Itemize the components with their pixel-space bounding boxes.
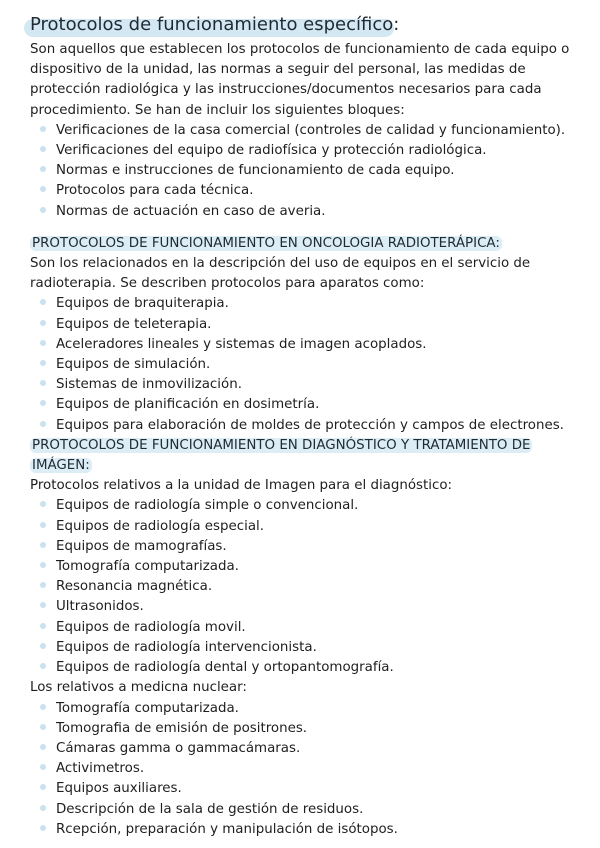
list-item: Equipos de planificación en dosimetría. xyxy=(56,395,590,415)
list-item: Tomografía computarizada. xyxy=(56,557,590,577)
intro-paragraph: Son aquellos que establecen los protocolos de funcionamiento de cada equipo o dispositivo de la unidad, las normas a seguir del personal, las medidas de protección radiológica y las instrucciones/documentos necesarios para cada procedimiento. Se han de incluir los siguientes bloques: xyxy=(30,42,570,118)
list-item: Equipos de radiología simple o convencional. xyxy=(56,496,590,516)
list-item: Normas e instrucciones de funcionamiento de cada equipo. xyxy=(56,161,590,181)
list-item: Equipos auxiliares. xyxy=(56,779,590,799)
list-item: Equipos de teleterapia. xyxy=(56,315,590,335)
list-item: Activimetros. xyxy=(56,759,590,779)
list-item: Resonancia magnética. xyxy=(56,577,590,597)
oncology-paragraph: Son los relacionados en la descripción del uso de equipos en el servicio de radioterapia. Se describen protocolos para aparatos como: xyxy=(30,256,531,292)
list-item: Descripción de la sala de gestión de residuos. xyxy=(56,800,590,820)
list-item: Rcepción, preparación y manipulación de isótopos. xyxy=(56,820,590,840)
list-item: Equipos de radiología intervencionista. xyxy=(56,638,590,658)
section-heading-oncology xyxy=(30,234,590,254)
nuclear-list xyxy=(30,699,590,840)
section-heading-imaging xyxy=(30,436,590,476)
list-item: Equipos de radiología dental y ortopantomografía. xyxy=(56,658,590,678)
list-item: Equipos de mamografías. xyxy=(56,537,590,557)
section-heading-text: PROTOCOLOS DE FUNCIONAMIENTO EN DIAGNÓSTICO Y TRATAMIENTO DE IMÁGEN: xyxy=(32,437,531,474)
nuclear-paragraph: Los relativos a medicna nuclear: xyxy=(30,680,247,696)
list-item: Aceleradores lineales y sistemas de imagen acoplados. xyxy=(56,335,590,355)
list-item: Equipos de radiología especial. xyxy=(56,517,590,537)
intro-list xyxy=(30,121,590,222)
list-item: Verificaciones de la casa comercial (controles de calidad y funcionamiento). xyxy=(56,121,590,141)
list-item: Equipos de radiología movil. xyxy=(56,618,590,638)
list-item: Equipos de simulación. xyxy=(56,355,590,375)
list-item: Equipos para elaboración de moldes de protección y campos de electrones. xyxy=(56,416,590,436)
page-title: Protocolos de funcionamiento específico: xyxy=(30,14,400,35)
title-block xyxy=(30,12,590,38)
section-heading-text: PROTOCOLOS DE FUNCIONAMIENTO EN ONCOLOGIA RADIOTERÁPICA: xyxy=(32,235,500,251)
list-item: Protocolos para cada técnica. xyxy=(56,181,590,201)
oncology-list xyxy=(30,294,590,435)
list-item: Normas de actuación en caso de averia. xyxy=(56,202,590,222)
imaging-paragraph: Protocolos relativos a la unidad de Imagen para el diagnóstico: xyxy=(30,478,453,494)
list-item: Cámaras gamma o gammacámaras. xyxy=(56,739,590,759)
list-item: Tomografia de emisión de positrones. xyxy=(56,719,590,739)
list-item: Tomografía computarizada. xyxy=(56,699,590,719)
list-item: Verificaciones del equipo de radiofísica y protección radiológica. xyxy=(56,141,590,161)
list-item: Ultrasonidos. xyxy=(56,597,590,617)
list-item: Sistemas de inmovilización. xyxy=(56,375,590,395)
imaging-list xyxy=(30,496,590,678)
list-item: Equipos de braquiterapia. xyxy=(56,294,590,314)
